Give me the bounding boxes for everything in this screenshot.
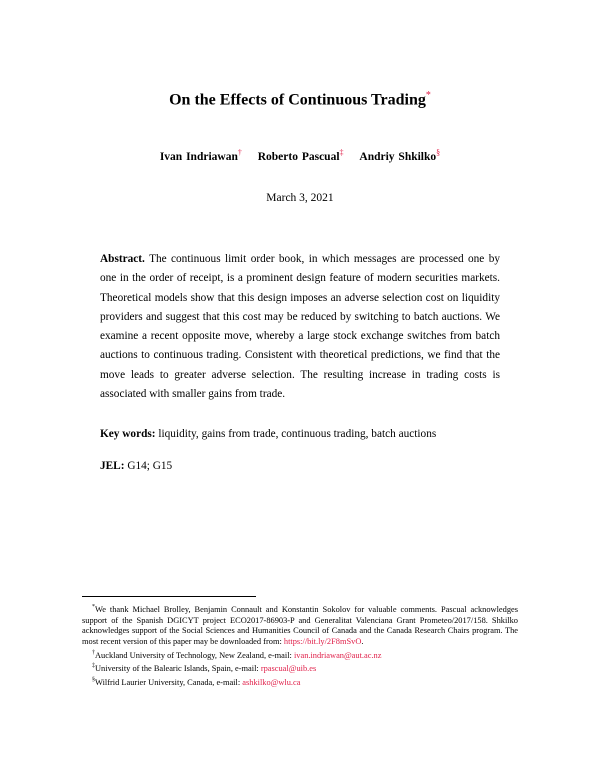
affiliation-text: Auckland University of Technology, New Zealand, e-mail:	[95, 650, 292, 660]
footnote-thanks-text: We thank Michael Brolley, Benjamin Connault and Konstantin Sokolov for valuable comments. Pascual acknowledges support of the Spanish DGICYT project ECO2017-86903-P and Generalitat Valenciana Grant Prometeo/2017/158. Shkilko acknowledges support of the Social Sciences and Humanities Council of Canada and the Canada Research Chairs program. The most recent version of this paper may be downloaded from:	[82, 604, 518, 646]
author-name: Roberto Pascual	[257, 150, 340, 163]
footnote-thanks	[82, 602, 518, 648]
author-pascual	[257, 148, 344, 163]
paper-title-text: On the Effects of Continuous Trading	[169, 91, 426, 109]
jel-codes	[100, 460, 500, 472]
abstract	[100, 250, 500, 404]
footnote-mark: ‡	[92, 663, 95, 670]
keywords	[100, 428, 500, 440]
email-link[interactable]: ivan.indriawan@aut.ac.nz	[293, 650, 382, 660]
affiliation-text: University of the Balearic Islands, Spain, e-mail:	[95, 663, 259, 673]
footnotes	[82, 602, 518, 688]
author-shkilko	[359, 148, 441, 163]
keywords-text: liquidity, gains from trade, continuous trading, batch auctions	[158, 428, 437, 440]
jel-text: G14; G15	[127, 460, 173, 472]
email-link[interactable]: rpascual@uib.es	[260, 663, 317, 673]
footnote-divider	[82, 596, 256, 597]
abstract-text: The continuous limit order book, in which messages are processed one by one in the order of receipt, is a prominent design feature of modern securities markets. Theoretical models show that this design imposes an adverse selection cost on liquidity providers and suggest that this cost may be reduced by switching to batch auctions. We examine a recent opposite move, whereby a large stock exchange switches from batch auctions to continuous trading. Consistent with theoretical predictions, we find that the move leads to greater adverse selection. The resulting increase in trading costs is associated with smaller gains from trade.	[100, 253, 500, 401]
affiliation-text: Wilfrid Laurier University, Canada, e-mail:	[95, 677, 241, 687]
author-footnote-mark[interactable]: §	[436, 148, 441, 157]
keywords-label: Key words:	[100, 428, 156, 440]
jel-label: JEL:	[100, 460, 125, 472]
author-name: Ivan Indriawan	[159, 150, 238, 163]
footnote-affiliation	[82, 648, 518, 662]
footnote-mark: §	[92, 676, 95, 683]
author-name: Andriy Shkilko	[359, 150, 437, 163]
email-link[interactable]: ashkilko@wlu.ca	[242, 677, 301, 687]
abstract-label: Abstract.	[100, 253, 145, 265]
footnote-mark: †	[92, 649, 95, 656]
footnote-affiliation	[82, 661, 518, 675]
paper-download-link[interactable]: https://bit.ly/2F8mSvO	[283, 636, 362, 646]
paper-date: March 3, 2021	[266, 192, 334, 204]
footnote-mark: *	[92, 604, 95, 610]
paper-title	[0, 90, 600, 109]
footnote-affiliation	[82, 675, 518, 689]
title-footnote-mark[interactable]: *	[425, 90, 431, 101]
author-indriawan	[159, 148, 242, 163]
footnote-thanks-end: .	[361, 636, 364, 646]
author-footnote-mark[interactable]: †	[237, 148, 242, 157]
author-list	[0, 148, 600, 163]
author-footnote-mark[interactable]: ‡	[339, 148, 344, 157]
